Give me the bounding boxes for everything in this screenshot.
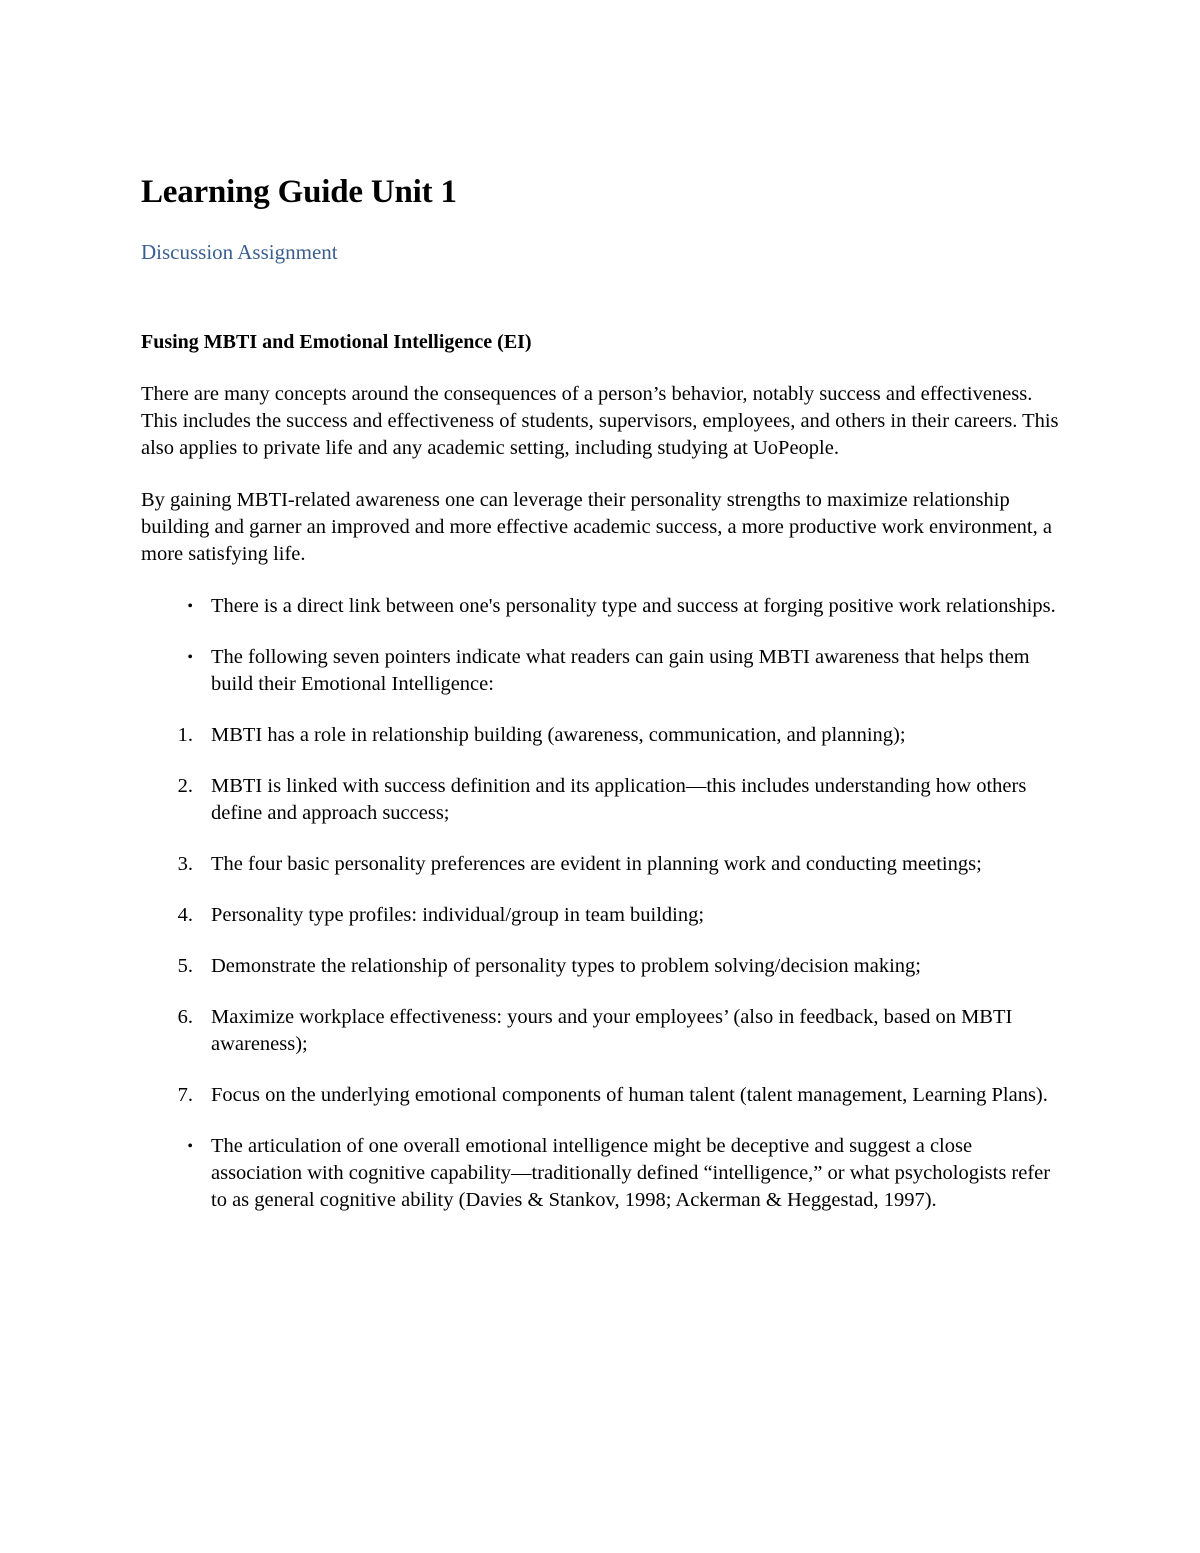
- document-subtitle: Discussion Assignment: [141, 240, 338, 264]
- list-item-text: The articulation of one overall emotional intelligence might be deceptive and suggest a close association with cognitive capability—traditionally defined “intelligence,” or what psychologists refer to as general cognitive ability (Davies & Stankov, 1998; Ackerman & Heggestad, 1997).: [211, 1135, 1051, 1211]
- list-item-text: Maximize workplace effectiveness: yours and your employees’ (also in feedback, based on MBTI awareness);: [211, 1006, 1013, 1055]
- number-marker: 4.: [177, 904, 193, 926]
- list-item: [141, 773, 1061, 827]
- list-item: [141, 1004, 1061, 1058]
- bullet-marker: •: [187, 1138, 193, 1155]
- bullet-marker: •: [187, 649, 193, 666]
- number-marker: 1.: [177, 724, 193, 746]
- list-item: [141, 1082, 1061, 1109]
- list-item: [141, 722, 1061, 749]
- number-marker: 3.: [177, 853, 193, 875]
- list-item-text: MBTI has a role in relationship building (awareness, communication, and planning);: [211, 724, 906, 746]
- paragraph: There are many concepts around the consequences of a person’s behavior, notably success and effectiveness. This includes the success and effectiveness of students, supervisors, employees, and others in their careers. This also applies to private life and any academic setting, including studying at UoPeople.: [141, 383, 1059, 459]
- number-marker: 5.: [177, 955, 193, 977]
- pointer-list: [141, 593, 1061, 1214]
- list-item: [141, 953, 1061, 980]
- list-item-text: Demonstrate the relationship of personality types to problem solving/decision making;: [211, 955, 921, 977]
- list-item-text: Personality type profiles: individual/group in team building;: [211, 904, 705, 926]
- list-item-text: MBTI is linked with success definition and its application—this includes understanding how others define and approach success;: [211, 775, 1027, 824]
- document-page: [141, 170, 1061, 1238]
- list-item: [141, 902, 1061, 929]
- number-marker: 7.: [177, 1084, 193, 1106]
- list-item: [141, 593, 1061, 620]
- number-marker: 2.: [177, 775, 193, 797]
- document-title: Learning Guide Unit 1: [141, 174, 457, 210]
- list-item: [141, 1133, 1061, 1214]
- list-item-text: There is a direct link between one's personality type and success at forging positive work relationships.: [211, 595, 1056, 617]
- list-item-text: The following seven pointers indicate what readers can gain using MBTI awareness that helps them build their Emotional Intelligence:: [211, 646, 1030, 695]
- list-item-text: Focus on the underlying emotional components of human talent (talent management, Learning Plans).: [211, 1084, 1048, 1106]
- number-marker: 6.: [177, 1006, 193, 1028]
- list-item-text: The four basic personality preferences are evident in planning work and conducting meetings;: [211, 853, 982, 875]
- paragraph: By gaining MBTI-related awareness one can leverage their personality strengths to maximize relationship building and garner an improved and more effective academic success, a more productive work environment, a more satisfying life.: [141, 489, 1052, 565]
- list-item: [141, 851, 1061, 878]
- list-item: [141, 644, 1061, 698]
- bullet-marker: •: [187, 598, 193, 615]
- section-heading: Fusing MBTI and Emotional Intelligence (EI): [141, 331, 532, 353]
